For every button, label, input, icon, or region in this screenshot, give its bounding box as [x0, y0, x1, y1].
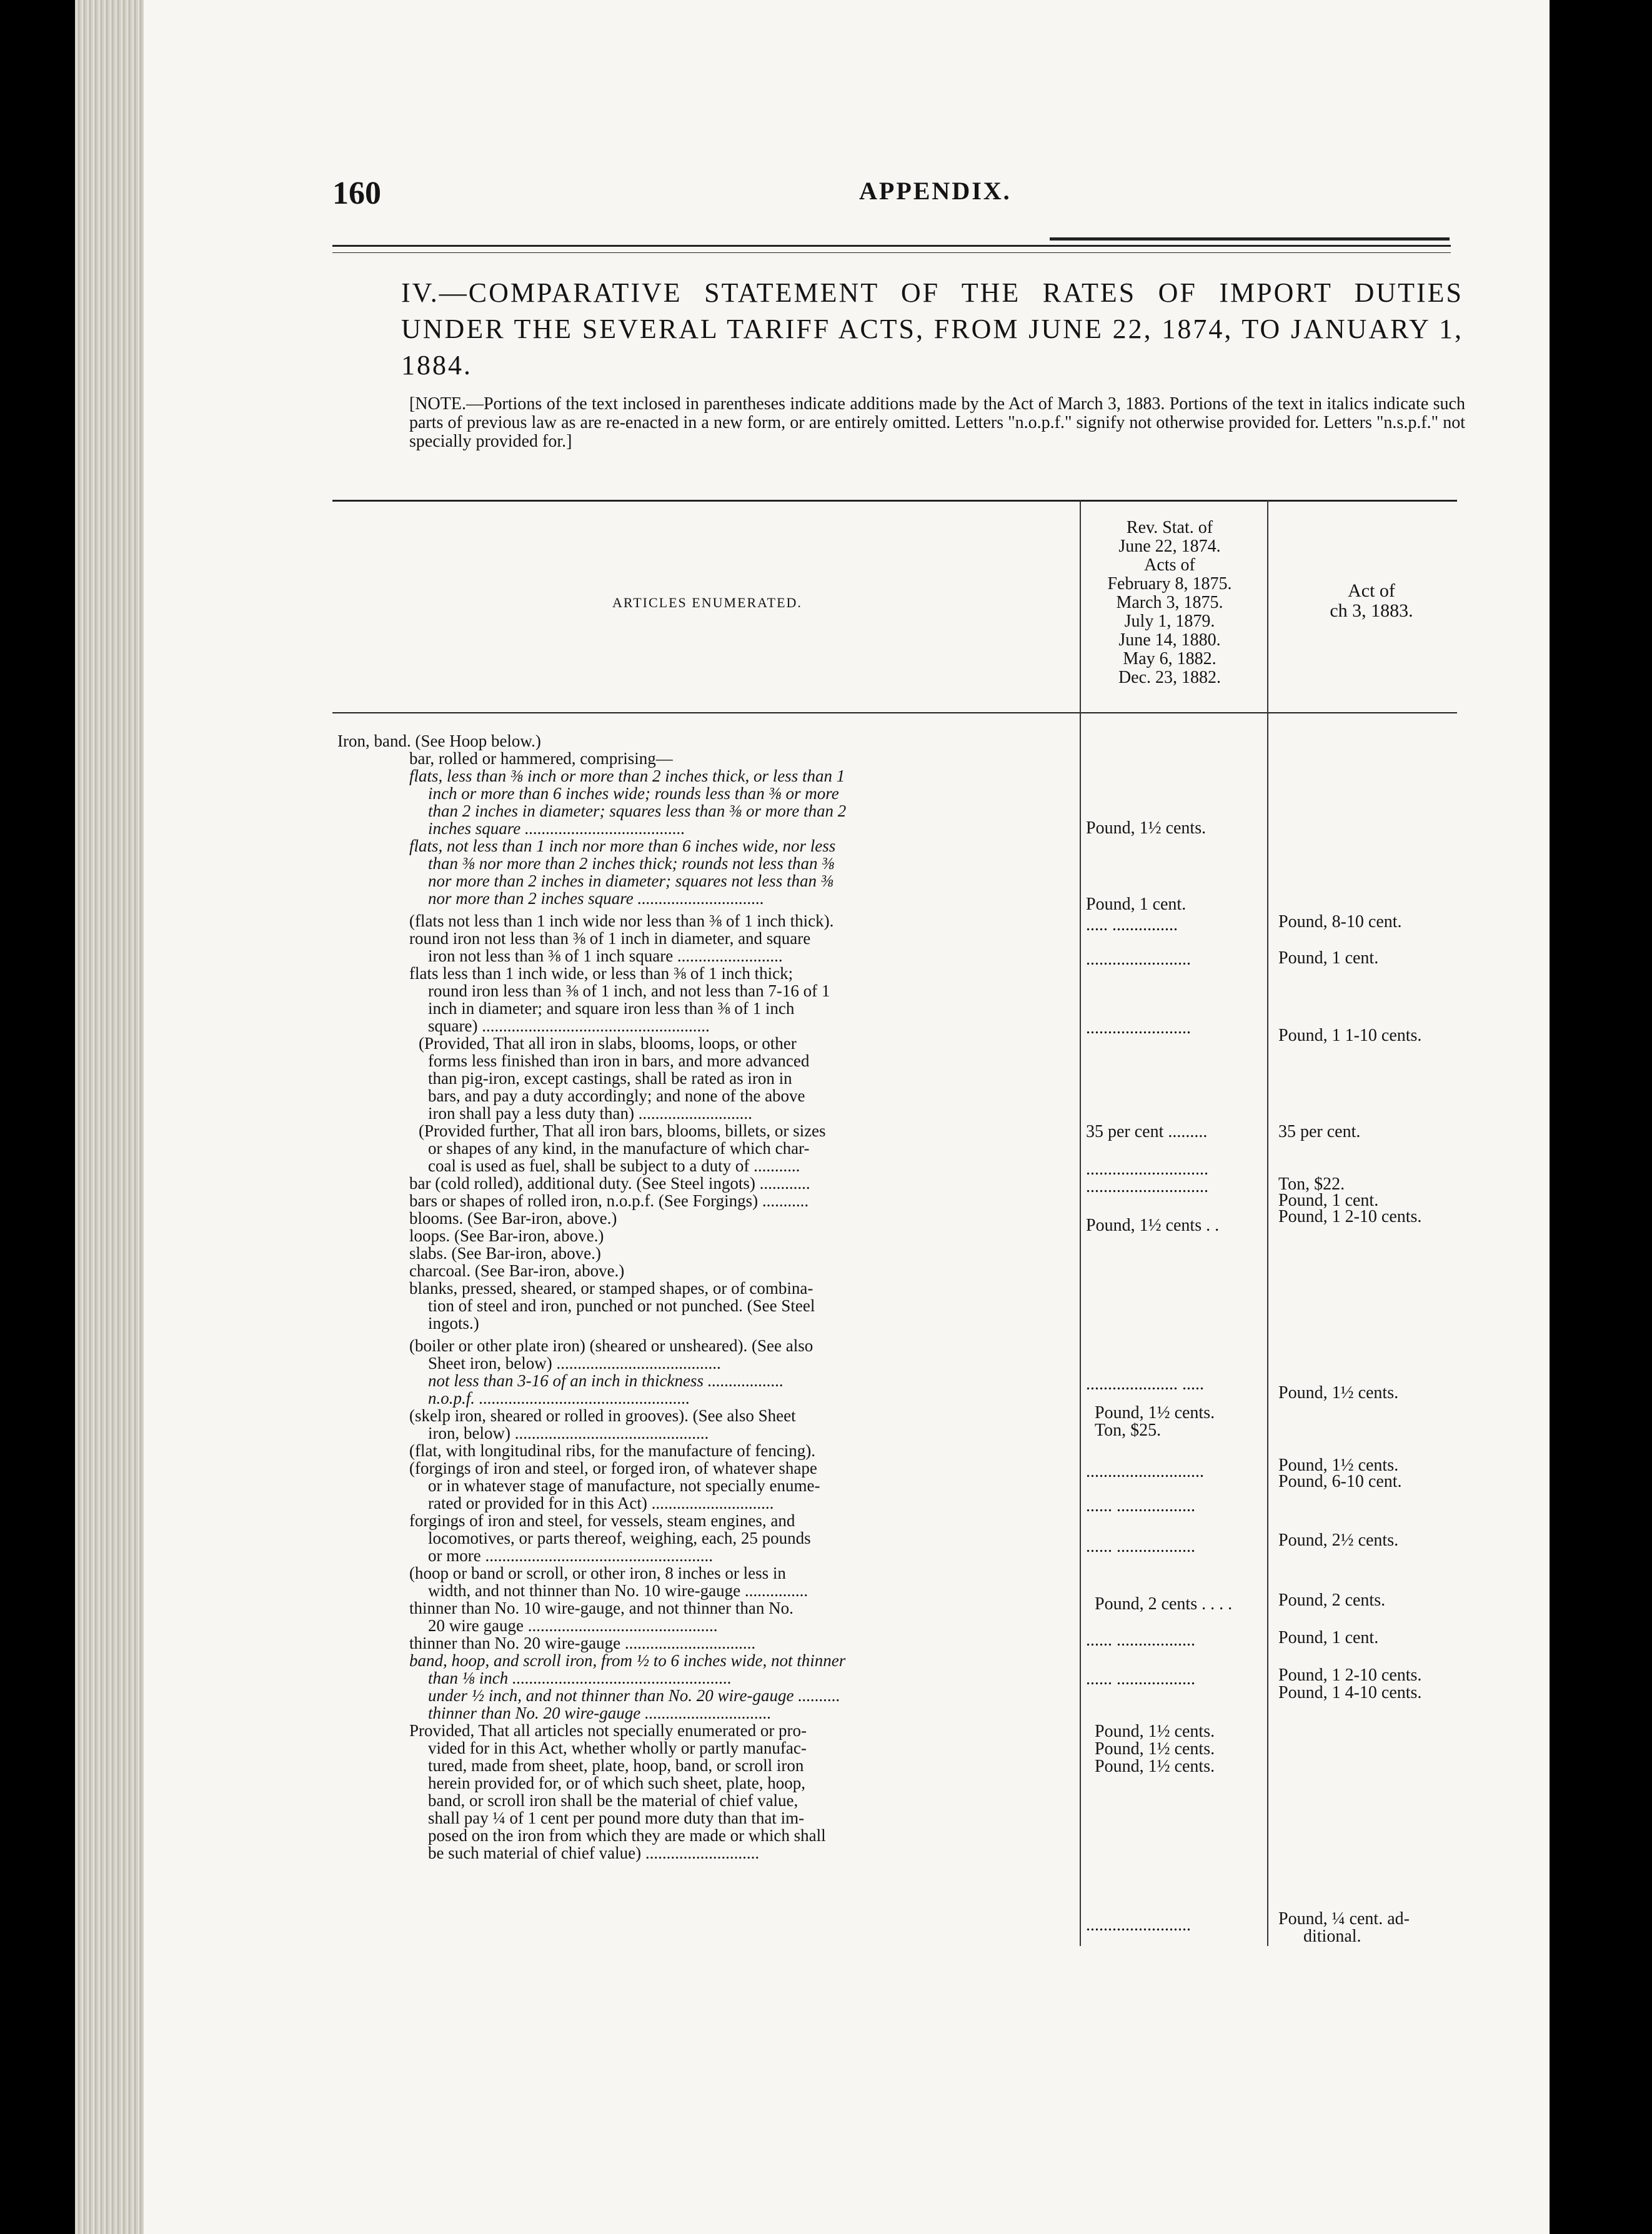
- act-1883-rate: 35 per cent.: [1278, 1122, 1361, 1141]
- rev-stat-rate: Pound, 1½ cents . .: [1086, 1216, 1220, 1235]
- article-line: or shapes of any kind, in the manufacture of which char-: [428, 1139, 810, 1158]
- article-line: loops. (See Bar-iron, above.): [409, 1226, 604, 1245]
- rev-header-line: Rev. Stat. of: [1126, 518, 1213, 537]
- article-line: bar, rolled or hammered, comprising—: [409, 749, 673, 768]
- act-1883-rate: Ton, $22.: [1278, 1174, 1345, 1194]
- article-line: forgings of iron and steel, for vessels, steam engines, and: [409, 1511, 795, 1530]
- article-line: tion of steel and iron, punched or not punched. (See Steel: [428, 1296, 815, 1315]
- rev-stat-rate: ..... ...............: [1086, 915, 1178, 935]
- article-line: rated or provided for in this Act) .............................: [428, 1494, 774, 1512]
- act-1883-rate: Pound, 1 cent.: [1278, 1191, 1379, 1210]
- act-1883-rate: Pound, 6-10 cent.: [1278, 1472, 1402, 1491]
- article-line: (Provided further, That all iron bars, blooms, billets, or sizes: [419, 1121, 826, 1140]
- act-1883-rate: Pound, 1 cent.: [1278, 1628, 1379, 1647]
- act-1883-rate: Pound, 8-10 cent.: [1278, 912, 1402, 931]
- rev-header-line: July 1, 1879.: [1124, 612, 1215, 631]
- article-line: vided for in this Act, whether wholly or partly manufac-: [428, 1739, 807, 1757]
- article-line: forms less finished than iron in bars, and more advanced: [428, 1051, 810, 1070]
- article-line: round iron less than ⅜ of 1 inch, and not less than 7-16 of 1: [428, 981, 830, 1000]
- table-top-rule: [332, 500, 1457, 502]
- rev-stat-rate: Pound, 1½ cents.: [1095, 1757, 1215, 1776]
- rev-stat-rate: 35 per cent .........: [1086, 1122, 1208, 1141]
- act-1883-rate: Pound, 2½ cents.: [1278, 1531, 1399, 1550]
- article-line: locomotives, or parts thereof, weighing, each, 25 pounds: [428, 1529, 811, 1547]
- article-line: than ⅜ nor more than 2 inches thick; rounds not less than ⅜: [428, 854, 835, 873]
- article-line: than ⅛ inch ....................................................: [428, 1669, 732, 1687]
- articles-column-header: ARTICLES ENUMERATED.: [612, 595, 802, 610]
- article-line: thinner than No. 20 wire-gauge ..............................: [428, 1704, 772, 1722]
- column-divider-1: [1080, 500, 1081, 1946]
- act-1883-rate: Pound, 1 1-10 cents.: [1278, 1026, 1422, 1045]
- article-line: than 2 inches in diameter; squares less than ⅜ or more than 2: [428, 802, 847, 820]
- article-line: than pig-iron, except castings, shall be rated as iron in: [428, 1069, 792, 1088]
- article-line: blooms. (See Bar-iron, above.): [409, 1209, 617, 1228]
- article-line: (boiler or other plate iron) (sheared or unsheared). (See also: [409, 1336, 814, 1355]
- article-line: inches square ......................................: [428, 819, 685, 838]
- article-line: thinner than No. 20 wire-gauge ...............................: [409, 1634, 756, 1652]
- editorial-note: [NOTE.—Portions of the text inclosed in parentheses indicate additions made by the Act of March 3, 1883. Portions of the text in italics indicate such parts of previous law as are re-enacted in a new form, or are entirely omitted. Letters "n.o.p.f." signify not otherwise provided for. Letters "n.s.p.f." not specially provided for.]: [409, 394, 1465, 451]
- article-line: or more ......................................................: [428, 1546, 713, 1565]
- article-line: posed on the iron from which they are made or which shall: [428, 1826, 826, 1845]
- article-line: n.o.p.f. ..................................................: [428, 1389, 690, 1407]
- article-line: under ½ inch, and not thinner than No. 20 wire-gauge ..........: [428, 1686, 840, 1705]
- article-line: bars, and pay a duty accordingly; and none of the above: [428, 1086, 805, 1105]
- rev-stat-column-header: [1082, 519, 1257, 687]
- column-divider-2: [1267, 500, 1268, 1946]
- rev-stat-rate: Pound, 1½ cents.: [1095, 1722, 1215, 1741]
- rev-stat-rate: ........................: [1086, 950, 1191, 969]
- rev-header-line: May 6, 1882.: [1123, 649, 1217, 668]
- rev-stat-rate: ..................... .....: [1086, 1374, 1204, 1394]
- act-1883-rate: Pound, 2 cents.: [1278, 1591, 1386, 1610]
- act-1883-rate: Pound, 1 2-10 cents.: [1278, 1207, 1422, 1226]
- article-line: (flat, with longitudinal ribs, for the manufacture of fencing).: [409, 1441, 816, 1460]
- article-line: band, hoop, and scroll iron, from ½ to 6 inches wide, not thinner: [409, 1651, 846, 1670]
- book-page: [75, 0, 1550, 2234]
- article-line: thinner than No. 10 wire-gauge, and not thinner than No.: [409, 1599, 794, 1617]
- article-line: iron, below) ..............................................: [428, 1424, 709, 1442]
- rev-stat-rate: ............................: [1086, 1177, 1208, 1196]
- article-line: nor more than 2 inches in diameter; squares not less than ⅜: [428, 871, 833, 890]
- article-line: charcoal. (See Bar-iron, above.): [409, 1261, 625, 1280]
- article-line: bars or shapes of rolled iron, n.o.p.f. (See Forgings) ...........: [409, 1191, 809, 1210]
- rev-stat-rate: Pound, 1½ cents.: [1095, 1403, 1215, 1422]
- article-line: coal is used as fuel, shall be subject to a duty of ...........: [428, 1156, 800, 1175]
- article-line: blanks, pressed, sheared, or stamped shapes, or of combina-: [409, 1279, 814, 1298]
- rev-stat-rate: Pound, 2 cents . . . .: [1095, 1594, 1233, 1614]
- article-line: shall pay ¼ of 1 cent per pound more duty than that im-: [428, 1809, 805, 1827]
- article-line: ingots.): [428, 1314, 479, 1333]
- article-line: iron not less than ⅜ of 1 inch square .........................: [428, 946, 783, 965]
- rev-header-line: March 3, 1875.: [1116, 593, 1223, 612]
- article-line: tured, made from sheet, plate, hoop, band, or scroll iron: [428, 1756, 804, 1775]
- act-1883-rate: Pound, 1½ cents.: [1278, 1383, 1399, 1402]
- article-line: band, or scroll iron shall be the material of chief value,: [428, 1791, 799, 1810]
- rev-stat-rate: ............................: [1086, 1159, 1208, 1179]
- article-line: or in whatever stage of manufacture, not specially enume-: [428, 1476, 820, 1495]
- scan-background: [1550, 0, 1652, 2234]
- page-edge-strip: [75, 0, 144, 2234]
- article-line: herein provided for, or of which such sheet, plate, hoop,: [428, 1774, 805, 1792]
- article-line: (forgings of iron and steel, or forged iron, of whatever shape: [409, 1459, 817, 1477]
- article-line: inch or more than 6 inches wide; rounds less than ⅜ or more: [428, 784, 839, 803]
- act-1883-rate: Pound, 1½ cents.: [1278, 1456, 1399, 1475]
- article-line: (flats not less than 1 inch wide nor less than ⅜ of 1 inch thick).: [409, 911, 834, 930]
- act-1883-rate: Pound, ¼ cent. ad-: [1278, 1909, 1410, 1929]
- article-line: flats, less than ⅜ inch or more than 2 inches thick, or less than 1: [409, 767, 845, 785]
- article-line: nor more than 2 inches square ..............................: [428, 889, 764, 908]
- rev-stat-rate: ...... ..................: [1086, 1496, 1195, 1516]
- header-rule: [332, 245, 1451, 247]
- article-line: be such material of chief value) ...........................: [428, 1844, 760, 1862]
- article-line: round iron not less than ⅜ of 1 inch in diameter, and square: [409, 929, 811, 948]
- act-1883-rate: Pound, 1 cent.: [1278, 948, 1379, 968]
- article-line: (hoop or band or scroll, or other iron, 8 inches or less in: [409, 1564, 786, 1582]
- header-rule-thick: [1050, 237, 1450, 241]
- article-line: iron shall pay a less duty than) ...........................: [428, 1104, 752, 1123]
- rev-stat-rate: ...........................: [1086, 1462, 1204, 1481]
- article-line: not less than 3-16 of an inch in thickness ..................: [428, 1371, 784, 1390]
- page-number: 160: [332, 176, 381, 211]
- article-line: Sheet iron, below) .......................................: [428, 1354, 721, 1373]
- act-1883-rate: ditional.: [1303, 1927, 1361, 1946]
- article-line: bar (cold rolled), additional duty. (See Steel ingots) ............: [409, 1174, 810, 1193]
- header-rule-thin: [332, 252, 1451, 253]
- rev-header-line: Acts of: [1144, 555, 1195, 575]
- rev-header-line: June 14, 1880.: [1118, 630, 1221, 650]
- article-line: square) ......................................................: [428, 1016, 710, 1035]
- rev-header-line: Dec. 23, 1882.: [1118, 668, 1222, 687]
- rev-header-line: February 8, 1875.: [1107, 574, 1232, 593]
- act-1883-rate: Pound, 1 2-10 cents.: [1278, 1666, 1422, 1685]
- rev-stat-rate: ...... ..................: [1086, 1669, 1195, 1689]
- table-header-bottom-rule: [332, 712, 1457, 713]
- rev-stat-rate: ........................: [1086, 1018, 1191, 1038]
- act-1883-rate: Pound, 1 4-10 cents.: [1278, 1683, 1422, 1702]
- rev-stat-rate: Ton, $25.: [1095, 1421, 1162, 1440]
- article-line: (skelp iron, sheared or rolled in grooves). (See also Sheet: [409, 1406, 796, 1425]
- running-head: APPENDIX.: [859, 177, 1012, 205]
- rev-stat-rate: ...... ..................: [1086, 1537, 1195, 1556]
- article-line: Provided, That all articles not specially enumerated or pro-: [409, 1721, 807, 1740]
- act-1883-column-header: [1268, 581, 1475, 621]
- rev-stat-rate: Pound, 1½ cents.: [1095, 1739, 1215, 1759]
- article-line: Iron, band. (See Hoop below.): [337, 732, 541, 750]
- article-line: inch in diameter; and square iron less than ⅜ of 1 inch: [428, 999, 795, 1018]
- table-title: IV.—COMPARATIVE STATEMENT OF THE RATES OF IMPORT DUTIES UNDER THE SEVERAL TARIFF ACTS, FROM JUNE 22, 1874, TO JANUARY 1, 1884.: [401, 277, 1463, 380]
- article-line: 20 wire gauge .............................................: [428, 1616, 718, 1635]
- rev-stat-rate: Pound, 1 cent.: [1086, 895, 1187, 914]
- article-line: slabs. (See Bar-iron, above.): [409, 1244, 601, 1263]
- rev-header-line: June 22, 1874.: [1118, 537, 1221, 556]
- rev-stat-rate: ...... ..................: [1086, 1631, 1195, 1650]
- act-header-line: ch 3, 1883.: [1330, 600, 1413, 621]
- article-line: flats, not less than 1 inch nor more than 6 inches wide, nor less: [409, 837, 836, 855]
- article-line: width, and not thinner than No. 10 wire-gauge ...............: [428, 1581, 809, 1600]
- rev-stat-rate: ........................: [1086, 1915, 1191, 1935]
- act-header-line: Act of: [1348, 580, 1395, 601]
- article-line: flats less than 1 inch wide, or less than ⅜ of 1 inch thick;: [409, 964, 794, 983]
- rev-stat-rate: Pound, 1½ cents.: [1086, 818, 1207, 838]
- article-line: (Provided, That all iron in slabs, blooms, loops, or other: [419, 1034, 797, 1053]
